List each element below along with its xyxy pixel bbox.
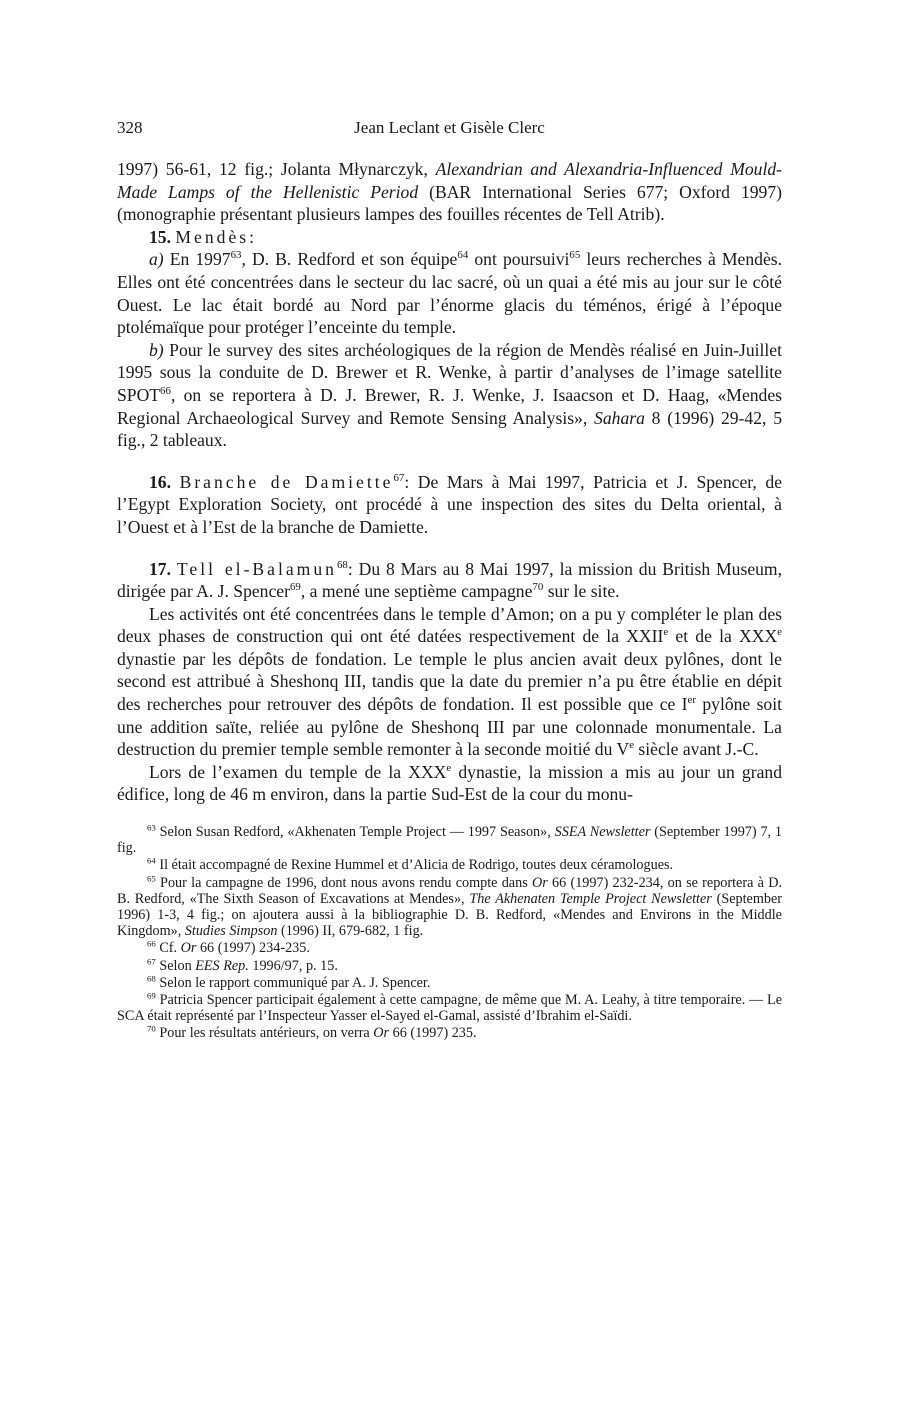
text-span: (September 1996) 1-3, 4 fig.; on ajoutera aussi à la bibliographie D. B. Redford, «Mendes and Environs in the Middle Kingdom», <box>117 890 782 940</box>
text-span: 66 (1997) 234-235. <box>196 940 310 957</box>
ordinal-superscript: e <box>663 626 669 639</box>
footnote-ref[interactable]: 65 <box>569 249 581 262</box>
section-heading-15 <box>117 226 782 249</box>
journal-title: Sahara <box>594 407 645 428</box>
footnote-ref[interactable]: 63 <box>230 249 242 262</box>
journal-title: The Akhenaten Temple Project Newsletter <box>469 890 712 907</box>
book-title: Alexandrian and Alexandria-Influenced Mould-Made Lamps of the Hellenistic Period <box>117 159 782 202</box>
text-span: Pour la campagne de 1996, dont nous avons rendu compte dans <box>155 874 532 891</box>
footnote-ref[interactable]: 69 <box>289 581 301 594</box>
page <box>117 112 782 1042</box>
footnote-ref[interactable]: 68 <box>336 558 348 571</box>
ordinal-superscript: e <box>777 626 782 639</box>
footnote-ref[interactable]: 67 <box>393 471 405 484</box>
text-span: Pour le survey des sites archéologiques de la région de Mendès réalisé en Juin-Juillet 1995 sous la conduite de D. Brewer et R. Wenke, à partir d’analyses de l’image satellite SPOT <box>117 339 782 405</box>
footnote-number: 70 <box>147 1023 156 1034</box>
footnote-63 <box>117 824 782 856</box>
text-span: Selon Susan Redford, «Akhenaten Temple Project — 1997 Season», <box>155 824 555 841</box>
paragraph-16 <box>117 471 782 539</box>
ordinal-superscript: e <box>629 739 635 752</box>
text-span: Lors de l’examen du temple de la XXX <box>149 761 447 782</box>
text-span: ont poursuivi <box>468 249 570 270</box>
footnote-65 <box>117 872 782 940</box>
paragraph-intro <box>117 158 782 226</box>
journal-title: EES Rep. <box>195 957 249 974</box>
text-span: sur le site. <box>543 581 620 602</box>
paragraph-15a <box>117 248 782 338</box>
paragraph-15b <box>117 339 782 452</box>
text-span: : De Mars à Mai 1997, Patricia et J. Spencer, de l’Egypt Exploration Society, ont procédé à une inspection des sites du Delta oriental, à l’Ouest et à l’Est de la branche de Damiette. <box>117 471 783 537</box>
text-span: Cf. <box>155 940 181 957</box>
footnote-66 <box>117 940 782 956</box>
footnote-number: 68 <box>147 973 156 984</box>
footnotes <box>117 824 782 1042</box>
footnote-number: 69 <box>147 990 156 1001</box>
section-title: Tell el-Balamun <box>176 558 337 579</box>
journal-title: Or <box>531 874 548 891</box>
ordinal-superscript: e <box>446 761 452 774</box>
text-span: 66 (1997) 235. <box>389 1025 477 1042</box>
text-span: 1997) 56-61, 12 fig.; Jolanta Młynarczyk, <box>117 159 436 179</box>
body-text <box>117 158 782 806</box>
running-title: Jean Leclant et Gisèle Clerc <box>354 118 545 137</box>
text-span: et de la XXX <box>668 626 778 647</box>
page-header <box>117 112 782 140</box>
page-number: 328 <box>117 118 143 137</box>
paragraph-17-examination <box>117 761 782 806</box>
text-span: dynastie, la mission a mis au jour un grand édifice, long de 46 m environ, dans la partie Sud-Est de la cour du monu- <box>117 761 782 805</box>
text-span: Il était accompagné de Rexine Hummel et d’Alicia de Rodrigo, toutes deux céramologues. <box>155 857 674 874</box>
text-span: Les activités ont été concentrées dans le temple d’Amon; on a pu y compléter le plan des deux phases de construction qui ont été datées respectivement de la XXII <box>117 603 782 647</box>
footnote-64 <box>117 857 782 873</box>
text-span: dynastie par les dépôts de fondation. Le temple le plus ancien avait deux pylônes, dont le second est attribué à Sheshonq III, tandis que la date du premier n’a pu être établie en dépit des recherches pour retrouver des dépôts de fondation. Il est possible que ce I <box>117 648 782 715</box>
text-span: (1996) II, 679-682, 1 fig. <box>277 923 424 940</box>
section-number: 17. <box>149 558 171 579</box>
text-span: , D. B. Redford et son équipe <box>241 249 458 270</box>
text-span: (September 1997) 7, 1 fig. <box>117 824 783 857</box>
paragraph-17 <box>117 558 782 603</box>
footnote-ref[interactable]: 64 <box>457 249 469 262</box>
footnote-number: 64 <box>147 855 156 866</box>
journal-title: Or <box>180 940 197 957</box>
paragraph-17-activities <box>117 603 782 761</box>
text-span: En 1997 <box>163 249 231 270</box>
text-span: , a mené une septième campagne <box>300 581 533 602</box>
footnote-ref[interactable]: 70 <box>532 581 544 594</box>
text-span: : Du 8 Mars au 8 Mai 1997, la mission du British Museum, dirigée par A. J. Spencer <box>117 558 783 602</box>
item-label: b) <box>149 339 164 360</box>
footnote-69 <box>117 992 782 1024</box>
text-span: Pour les résultats antérieurs, on verra <box>155 1025 374 1042</box>
text-span: Selon <box>155 957 196 974</box>
footnote-number: 67 <box>147 955 156 966</box>
text-span: 8 (1996) 29-42, 5 fig., 2 tableaux. <box>117 407 782 451</box>
item-label: a) <box>149 249 164 270</box>
text-span: 66 (1997) 232-234, on se reportera à D. B. Redford, «The Sixth Season of Excavations at Mendes», <box>117 874 782 907</box>
footnote-number: 65 <box>147 872 156 883</box>
text-span: , on se reportera à D. J. Brewer, R. J. Wenke, J. Isaacson et D. Haag, «Mendes Regional Archaeological Survey and Remote Sensing Analysis», <box>117 384 782 428</box>
footnote-70 <box>117 1025 782 1041</box>
text-span: 1996/97, p. 15. <box>248 957 338 974</box>
section-number: 16. <box>149 471 171 492</box>
text-span: Selon le rapport communiqué par A. J. Spencer. <box>155 974 431 991</box>
footnote-number: 63 <box>147 822 156 833</box>
journal-title: Studies Simpson <box>184 923 278 940</box>
journal-title: SSEA Newsletter <box>554 824 651 841</box>
footnote-67 <box>117 955 782 974</box>
text-span: pylône soit une addition saïte, reliée au pylône de Sheshonq III par une colonnade monumentale. La destruction du premier temple semble remonter à la seconde moitié du V <box>117 694 782 760</box>
text-span: Patricia Spencer participait également à cette campagne, de même que M. A. Leahy, à titre temporaire. — Le SCA était représenté par l’Inspecteur Yasser el-Sayed el-Gamal, assisté d’Ibrahim el-Saïdi. <box>117 992 782 1025</box>
section-number: 15. <box>149 226 171 247</box>
journal-title: Or <box>373 1025 390 1042</box>
footnote-68 <box>117 975 782 991</box>
section-title: Mendès: <box>175 226 257 247</box>
ordinal-superscript: er <box>687 694 696 707</box>
section-title: Branche de Damiette <box>179 471 394 492</box>
text-span: (BAR International Series 677; Oxford 1997) (monographie présentant plusieurs lampes des fouilles récentes de Tell Atrib). <box>117 181 782 225</box>
footnote-number: 66 <box>147 938 156 949</box>
text-span: siècle avant J.-C. <box>634 739 759 760</box>
text-span: leurs recherches à Mendès. Elles ont été concentrées dans le secteur du lac sacré, où un quai a été mis au jour sur le côté Ouest. Le lac était bordé au Nord par l’énorme glacis du téménos, érigé à l’époque ptolémaïque pour protéger l’enceinte du temple. <box>117 249 783 338</box>
footnote-ref[interactable]: 66 <box>160 385 171 398</box>
